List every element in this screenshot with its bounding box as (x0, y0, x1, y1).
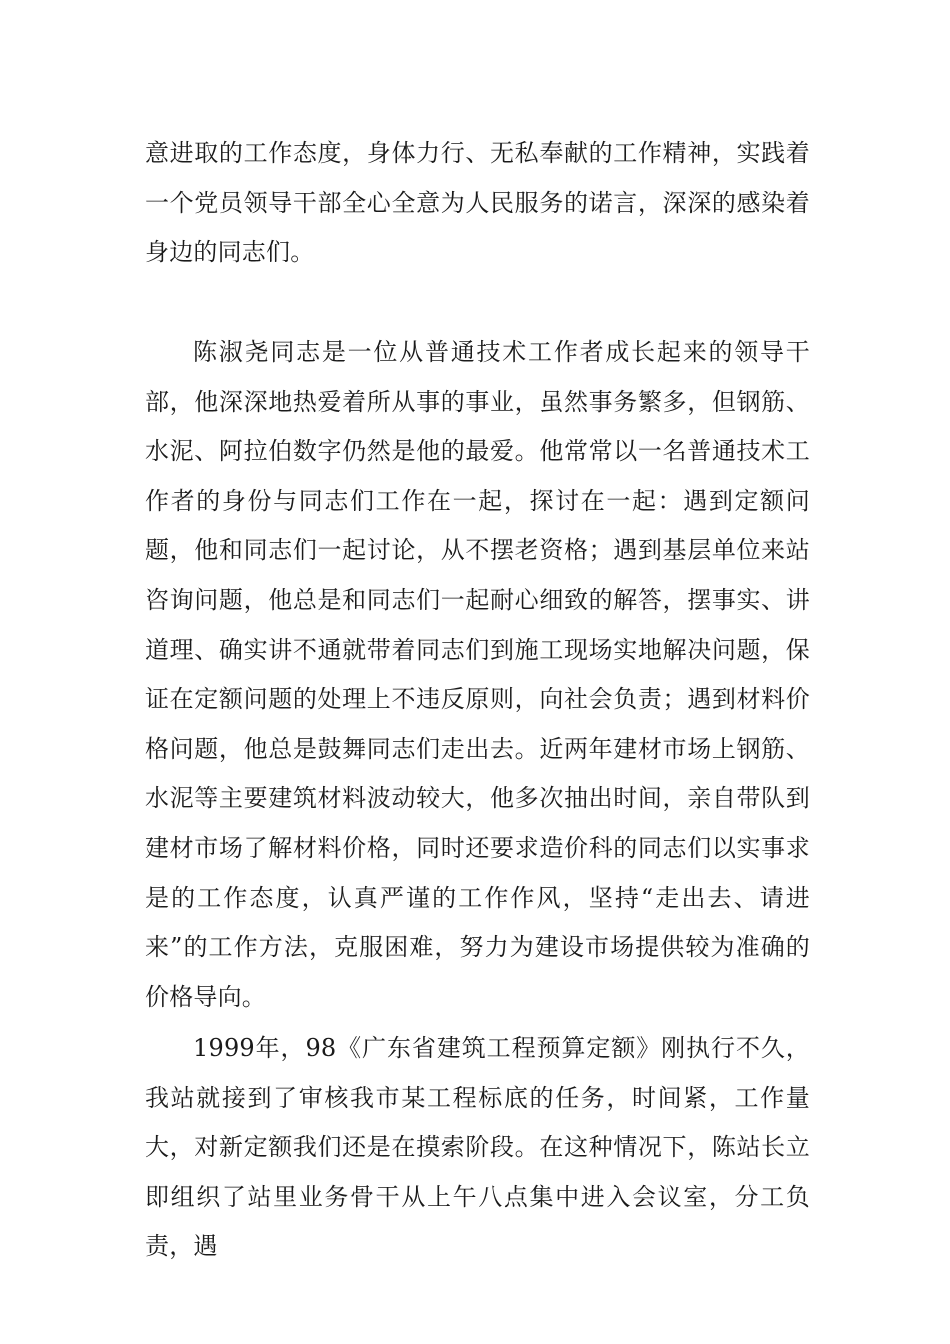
paragraph-2: 陈淑尧同志是一位从普通技术工作者成长起来的领导干部，他深深地热爱着所从事的事业，虽然事务繁多，但钢筋、水泥、阿拉伯数字仍然是他的最爱。他常常以一名普通技术工作者的身份与同志们工作在一起，探讨在一起：遇到定额问题，他和同志们一起讨论，从不摆老资格；遇到基层单位来站咨询问题，他总是和同志们一起耐心细致的解答，摆事实、讲道理、确实讲不通就带着同志们到施工现场实地解决问题，保证在定额问题的处理上不违反原则，向社会负责；遇到材料价格问题，他总是鼓舞同志们走出去。近两年建材市场上钢筋、水泥等主要建筑材料波动较大，他多次抽出时间，亲自带队到建材市场了解材料价格，同时还要求造价科的同志们以实事求是的工作态度，认真严谨的工作作风，坚持“走出去、请进来”的工作方法，克服困难，努力为建设市场提供较为准确的价格导向。 (145, 338, 810, 1011)
paragraph-1: 意进取的工作态度，身体力行、无私奉献的工作精神，实践着一个党员领导干部全心全意为人民服务的诺言，深深的感染着身边的同志们。 (145, 139, 810, 267)
paragraph-3: 1999年，98《广东省建筑工程预算定额》刚执行不久，我站就接到了审核我市某工程标底的任务，时间紧，工作量大，对新定额我们还是在摸索阶段。在这种情况下，陈站长立即组织了站里业务骨干从上午八点集中进入会议室，分工负责，遇 (145, 1034, 810, 1261)
